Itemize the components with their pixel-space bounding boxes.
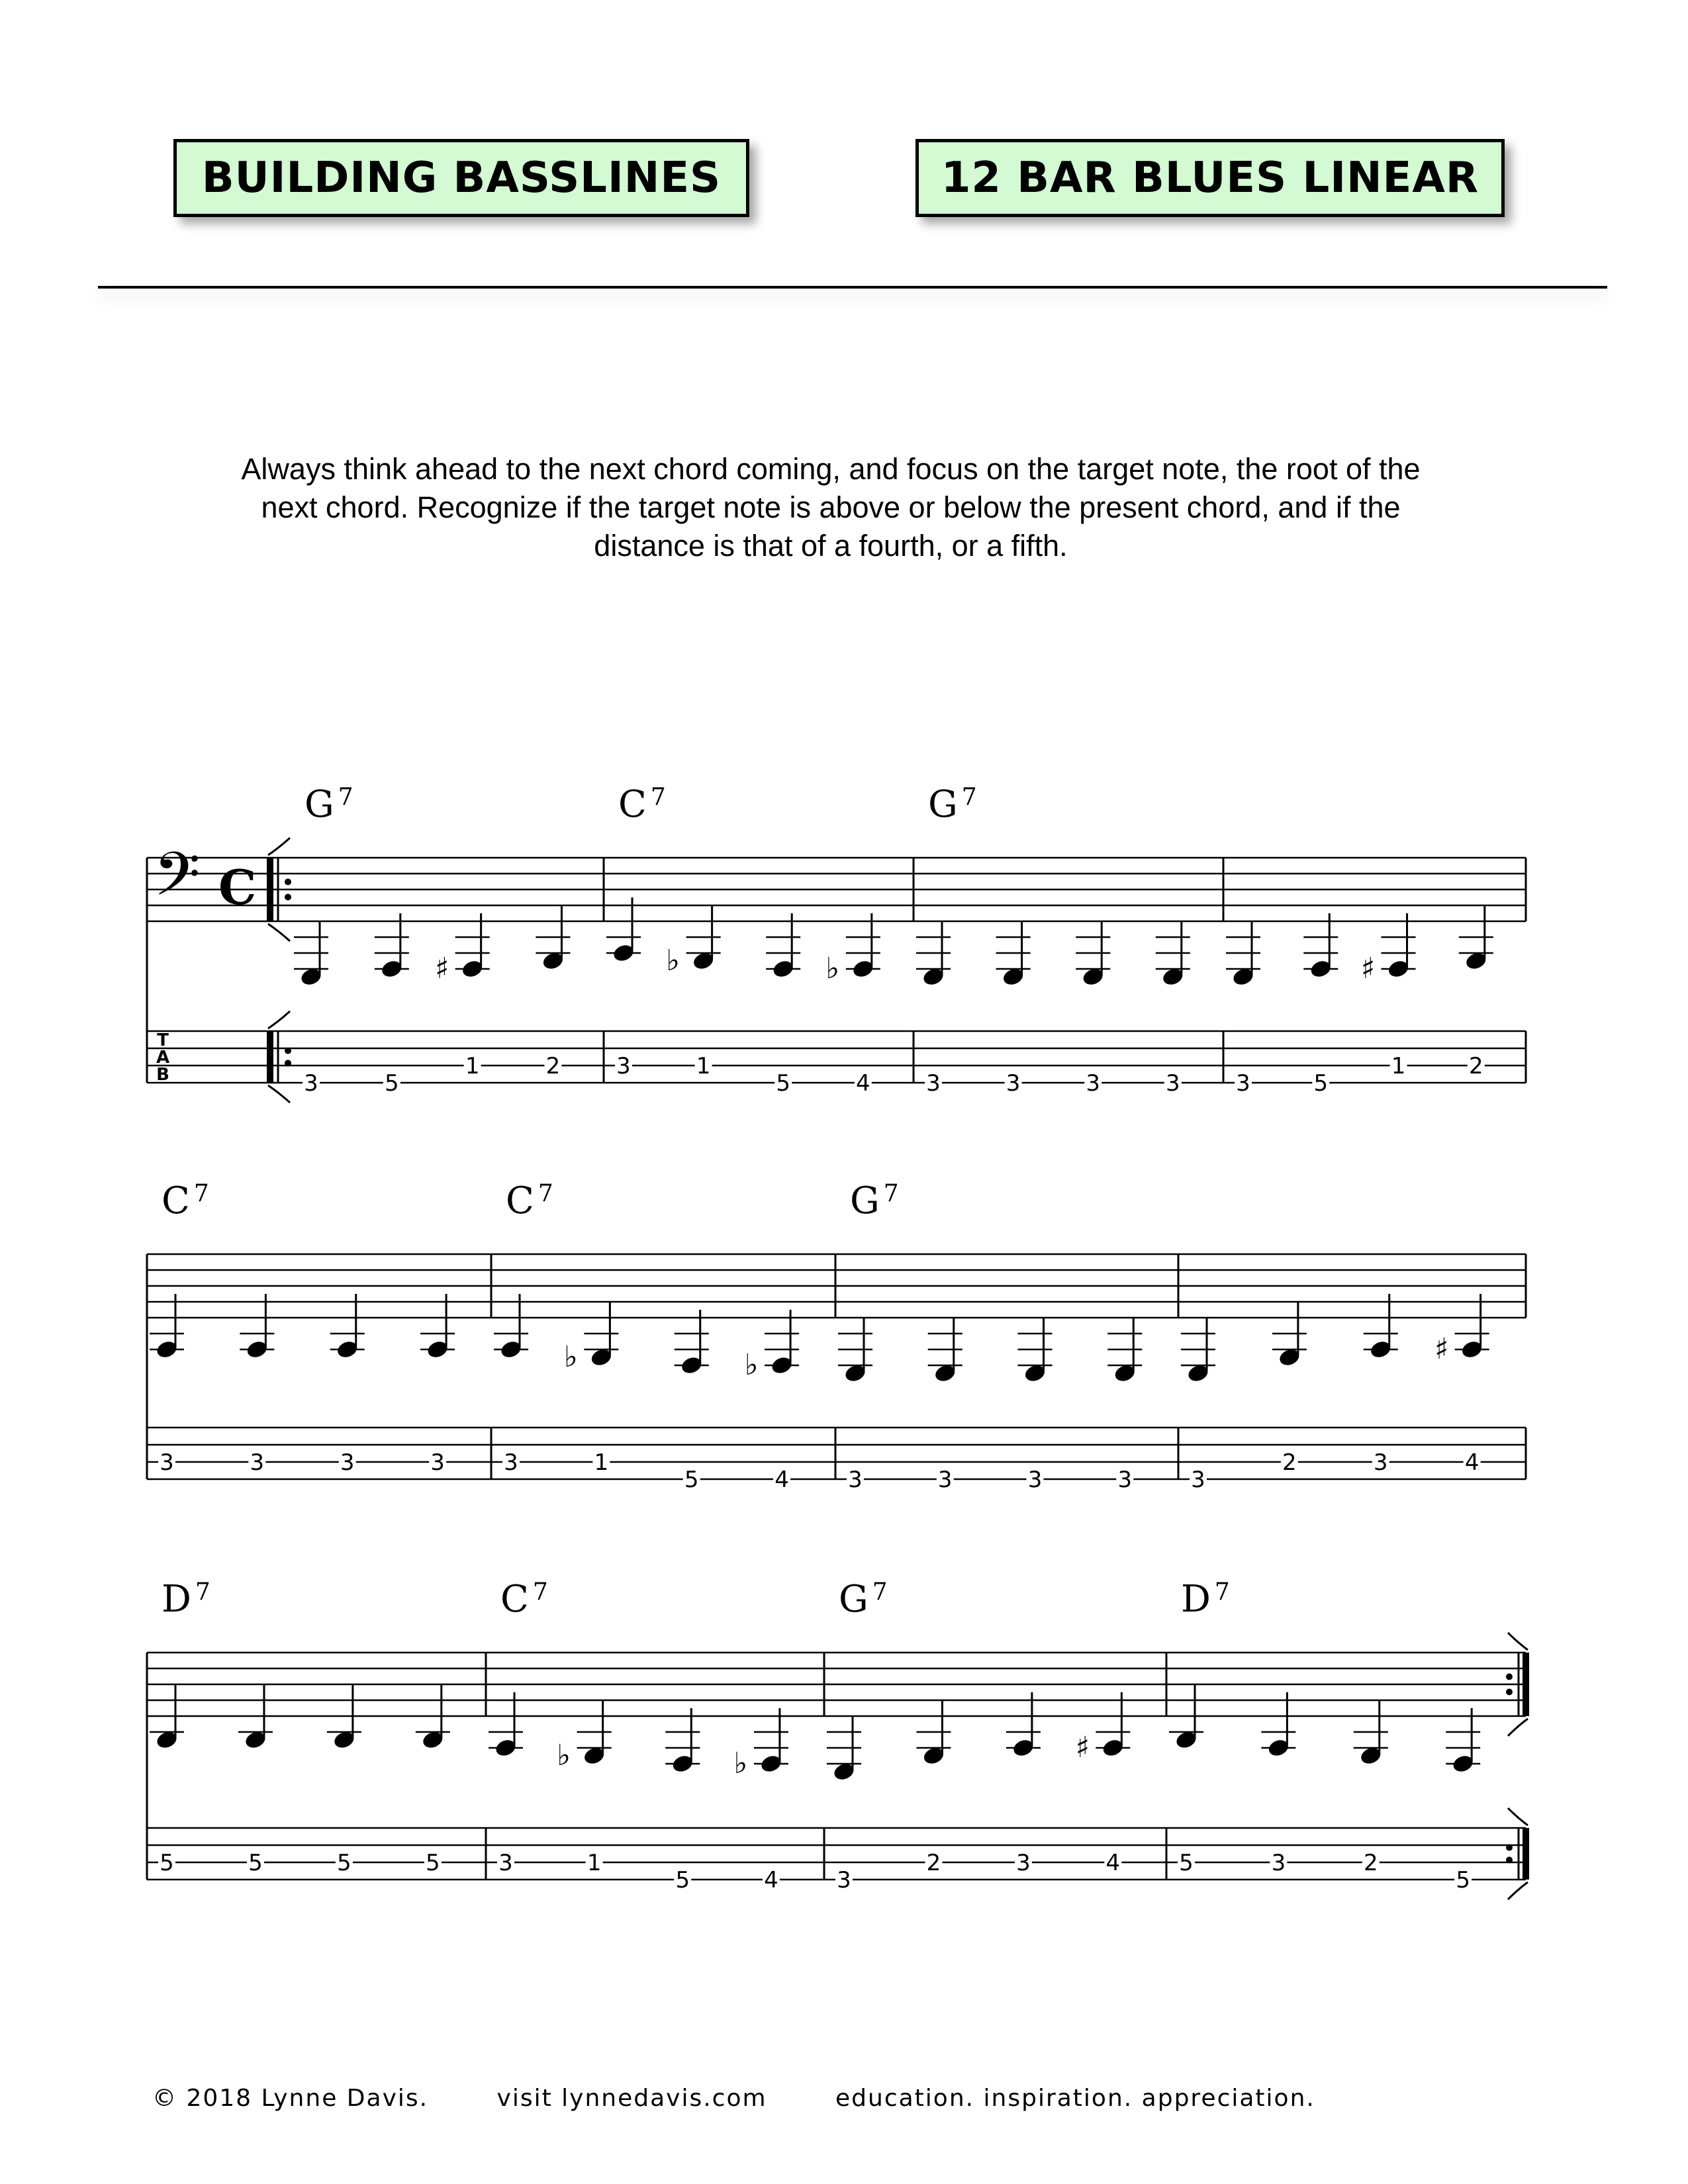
chord-root: D (162, 1578, 191, 1621)
chord-extension: 7 (193, 1180, 209, 1207)
tab-label-letter: B (156, 1065, 169, 1085)
tab-fret-number: 4 (1105, 1850, 1121, 1876)
tab-fret-number: 3 (1027, 1467, 1043, 1493)
tab-fret-number: 5 (160, 1850, 174, 1876)
repeat-dot (1506, 1856, 1513, 1863)
tab-fret-number: 5 (248, 1850, 263, 1876)
tab-fret-number: 5 (675, 1867, 690, 1893)
tab-fret-number: 5 (425, 1850, 440, 1876)
repeat-bracket-hook (1508, 1808, 1528, 1825)
chord-extension: 7 (650, 784, 666, 811)
time-signature: C (218, 859, 257, 915)
repeat-dot (285, 894, 291, 901)
intro-line-2: next chord. Recognize if the target note is above or below the present chord, and if the (261, 490, 1401, 524)
tab-fret-number: 1 (1391, 1053, 1406, 1079)
tab-fret-number: 3 (1165, 1070, 1180, 1097)
chord-root: G (305, 783, 334, 826)
chord-symbol (839, 1578, 888, 1621)
tab-fret-number: 5 (1179, 1850, 1194, 1876)
tab-fret-number: 1 (696, 1053, 711, 1079)
tab-fret-number: 5 (337, 1850, 352, 1876)
chord-extension: 7 (338, 784, 353, 811)
tab-fret-number: 3 (1271, 1850, 1286, 1876)
chord-root: C (162, 1179, 190, 1222)
intro-line-1: Always think ahead to the next chord coming, and focus on the target note, the root of the (241, 452, 1421, 486)
tab-fret-number: 2 (1282, 1449, 1297, 1476)
tab-fret-number: 3 (1191, 1467, 1205, 1493)
tab-fret-number: 4 (1464, 1449, 1479, 1476)
chord-root: G (928, 783, 958, 826)
tab-fret-number: 2 (545, 1053, 561, 1079)
tab-fret-number: 3 (1086, 1070, 1101, 1097)
chord-symbol (506, 1179, 553, 1222)
chord-extension: 7 (872, 1578, 888, 1606)
tab-fret-number: 3 (304, 1070, 318, 1097)
tab-fret-number: 2 (1468, 1053, 1483, 1079)
tab-fret-number: 4 (774, 1467, 789, 1493)
repeat-dot (285, 1060, 291, 1066)
footer (152, 2085, 1542, 2112)
tab-fret-number: 4 (855, 1070, 870, 1097)
chord-root: G (839, 1578, 868, 1621)
tab-fret-number: 5 (384, 1070, 399, 1097)
tab-fret-number: 4 (764, 1867, 778, 1893)
tab-fret-number: 2 (926, 1850, 941, 1876)
chord-symbol (618, 783, 666, 826)
chord-symbol (162, 1578, 211, 1621)
repeat-dot (1506, 1689, 1513, 1696)
tab-fret-number: 3 (837, 1867, 851, 1893)
chord-symbol (850, 1179, 899, 1222)
chord-extension: 7 (195, 1578, 211, 1606)
tab-fret-number: 3 (250, 1449, 265, 1476)
repeat-dot (285, 1048, 291, 1054)
repeat-bracket-hook (268, 838, 290, 855)
title-left-text: BUILDING BASSLINES (201, 154, 722, 203)
tab-fret-number: 1 (594, 1449, 609, 1476)
chord-symbol (162, 1179, 209, 1222)
tab-fret-number: 1 (586, 1850, 602, 1876)
chord-symbol (305, 783, 353, 826)
tab-fret-number: 3 (1006, 1070, 1021, 1097)
chord-extension: 7 (1214, 1578, 1230, 1606)
repeat-bracket-hook (268, 1011, 290, 1028)
tab-fret-number: 3 (1016, 1850, 1031, 1876)
sharp-icon: ♯ (1075, 1731, 1090, 1764)
title-right-text: 12 BAR BLUES LINEAR (941, 154, 1479, 203)
footer-tagline: education. inspiration. appreciation. (835, 2085, 1315, 2112)
chord-extension: 7 (883, 1180, 899, 1207)
tab-fret-number: 5 (1313, 1070, 1329, 1097)
bass-clef-icon: 𝄢 (154, 839, 201, 924)
sharp-icon: ♯ (1360, 952, 1376, 985)
tab-fret-number: 3 (430, 1449, 445, 1476)
tab-fret-number: 3 (1373, 1449, 1388, 1476)
flat-icon: ♭ (744, 1348, 759, 1382)
repeat-bracket-hook (1508, 1882, 1528, 1899)
chord-root: D (1181, 1578, 1211, 1621)
flat-icon: ♭ (666, 944, 680, 978)
tab-fret-number: 2 (1363, 1850, 1378, 1876)
tab-fret-number: 5 (776, 1070, 791, 1097)
sharp-icon: ♯ (434, 952, 449, 985)
chord-root: G (850, 1179, 880, 1222)
repeat-bracket-hook (1508, 1633, 1528, 1650)
repeat-dot (285, 878, 291, 885)
sharp-icon: ♯ (1434, 1332, 1449, 1366)
tab-fret-number: 5 (684, 1467, 699, 1493)
chord-symbol (928, 783, 977, 826)
repeat-bracket-hook (268, 924, 290, 941)
repeat-dot (1506, 1673, 1513, 1680)
flat-icon: ♭ (557, 1739, 571, 1772)
footer-visit: visit lynnedavis.com (496, 2085, 767, 2112)
tab-fret-number: 3 (848, 1467, 863, 1493)
flat-icon: ♭ (563, 1340, 578, 1374)
tab-fret-number: 3 (616, 1053, 631, 1079)
chord-root: C (618, 783, 647, 826)
tab-fret-number: 3 (340, 1449, 355, 1476)
chord-extension: 7 (532, 1578, 548, 1606)
tab-fret-number: 3 (926, 1070, 941, 1097)
chord-symbol (500, 1578, 548, 1621)
tab-label-letter: T (157, 1030, 169, 1050)
tab-fret-number: 3 (1236, 1070, 1250, 1097)
chord-root: C (500, 1578, 529, 1621)
footer-copyright: © 2018 Lynne Davis. (152, 2085, 429, 2112)
tab-fret-number: 3 (937, 1467, 953, 1493)
tab-fret-number: 3 (160, 1449, 174, 1476)
intro-line-3: distance is that of a fourth, or a fifth. (594, 529, 1068, 563)
repeat-bracket-hook (268, 1085, 290, 1103)
chord-extension: 7 (961, 784, 977, 811)
chord-root: C (506, 1179, 534, 1222)
tab-fret-number: 3 (1117, 1467, 1133, 1493)
flat-icon: ♭ (733, 1747, 748, 1780)
chord-symbol (1181, 1578, 1230, 1621)
tab-fret-number: 1 (465, 1053, 480, 1079)
tab-fret-number: 3 (498, 1850, 513, 1876)
repeat-bracket-hook (1508, 1719, 1528, 1736)
tab-label-letter: A (156, 1048, 170, 1068)
tab-fret-number: 3 (504, 1449, 518, 1476)
repeat-dot (1506, 1844, 1513, 1851)
flat-icon: ♭ (825, 952, 840, 985)
chord-extension: 7 (538, 1180, 553, 1207)
tab-fret-number: 5 (1456, 1867, 1471, 1893)
